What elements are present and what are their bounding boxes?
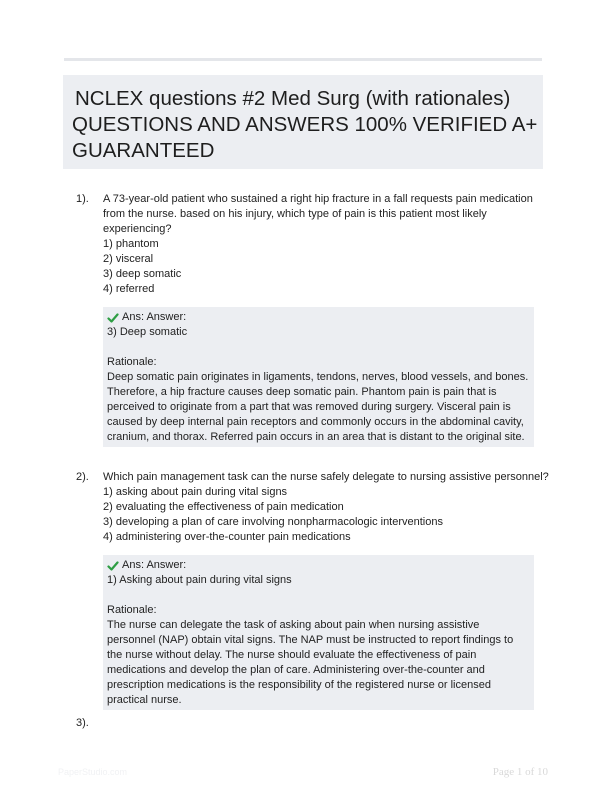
option-2: 2) visceral [103, 253, 154, 265]
question-body [103, 470, 549, 545]
top-divider [64, 58, 542, 61]
rationale-text: The nurse can delegate the task of asking about pain when nursing assistive personnel (NAP) obtain vital signs. The NAP must be instructed to report findings to the nurse without delay. The nurse should evaluate the effectiveness of pain medications and develop the plan of care. Administering over-the-counter and prescription medications is the responsibility of the registered nurse or licensed practical nurse. [107, 619, 514, 706]
option-3: 3) developing a plan of care involving nonpharmacologic interventions [103, 516, 443, 528]
footer-watermark: PaperStudio.com [58, 767, 128, 777]
answer-label: Ans: Answer: [122, 559, 187, 571]
question-number: 2). [76, 471, 89, 483]
answer-header [107, 310, 530, 325]
title-line-3: GUARANTEED [72, 139, 215, 162]
option-3: 3) deep somatic [103, 268, 182, 280]
answer-value: 3) Deep somatic [107, 326, 188, 338]
answer-header [107, 558, 530, 573]
question-number: 1). [76, 193, 89, 205]
option-4: 4) administering over-the-counter pain medications [103, 531, 351, 543]
document-title-box [63, 75, 543, 169]
question-text: Which pain management task can the nurse safely delegate to nursing assistive personnel? [103, 471, 549, 483]
option-1: 1) phantom [103, 238, 159, 250]
answer-value: 1) Asking about pain during vital signs [107, 574, 292, 586]
answer-label: Ans: Answer: [122, 311, 187, 323]
rationale-text: Deep somatic pain originates in ligaments, tendons, nerves, blood vessels, and bones. Therefore, a hip fracture causes deep somatic pain. Phantom pain is pain that is perceived to originate from a part that was removed during surgery. Visceral pain is caused by deep internal pain receptors and commonly occurs in the abdominal cavity, cranium, and thorax. Referred pain occurs in an area that is distant to the original site. [107, 371, 529, 443]
answer-box-1 [103, 307, 534, 447]
rationale-label: Rationale: [107, 604, 157, 616]
check-icon [107, 560, 119, 572]
rationale-label: Rationale: [107, 356, 157, 368]
answer-box-2 [103, 555, 534, 710]
question-number: 3). [76, 717, 89, 729]
page-indicator: Page 1 of 10 [492, 766, 548, 778]
option-2: 2) evaluating the effectiveness of pain medication [103, 501, 344, 513]
option-4: 4) referred [103, 283, 155, 295]
title-line-2: QUESTIONS AND ANSWERS 100% VERIFIED A+ [72, 113, 538, 136]
question-text: A 73-year-old patient who sustained a right hip fracture in a fall requests pain medication from the nurse. based on his injury, which type of pain is this patient most likely experiencing? [103, 193, 533, 235]
check-icon [107, 312, 119, 324]
option-1: 1) asking about pain during vital signs [103, 486, 288, 498]
question-body [103, 192, 539, 297]
title-line-1: NCLEX questions #2 Med Surg (with rationales) [75, 87, 511, 110]
